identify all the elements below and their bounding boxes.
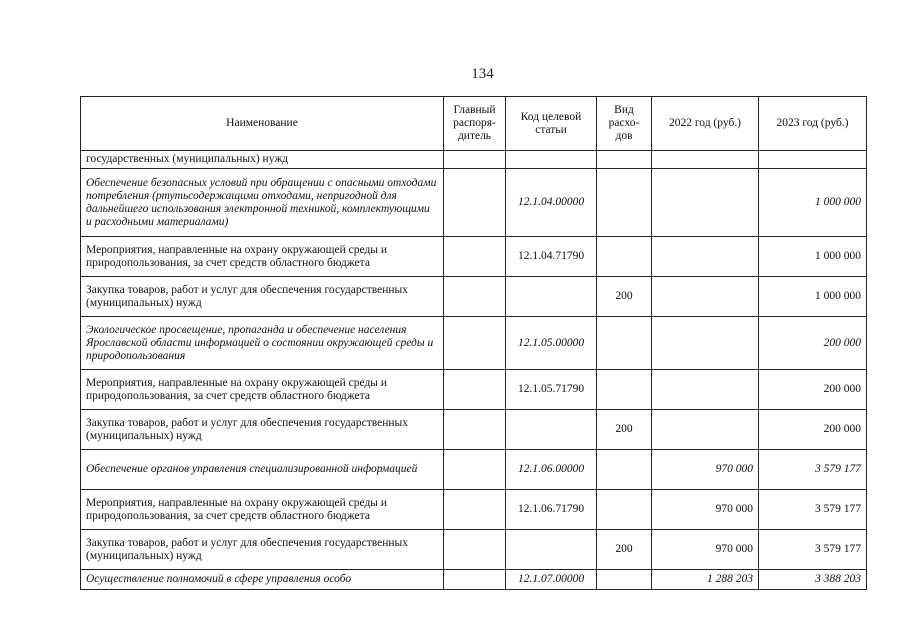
cell-y2022: 970 000 <box>652 490 759 530</box>
cell-admin <box>444 237 506 277</box>
cell-type <box>597 237 652 277</box>
table-row <box>81 237 867 277</box>
cell-type <box>597 169 652 237</box>
cell-admin <box>444 370 506 410</box>
table-row <box>81 317 867 370</box>
cell-y2022 <box>652 151 759 169</box>
cell-y2023: 3 579 177 <box>759 450 867 490</box>
table-row <box>81 570 867 590</box>
cell-admin <box>444 169 506 237</box>
cell-y2023: 1 000 000 <box>759 237 867 277</box>
cell-name: Закупка товаров, работ и услуг для обеспечения государственных (муниципальных) нужд <box>81 277 444 317</box>
cell-admin <box>444 450 506 490</box>
cell-name: Мероприятия, направленные на охрану окружающей среды и природопользования, за счет средств областного бюджета <box>81 490 444 530</box>
cell-y2022 <box>652 317 759 370</box>
header-2022: 2022 год (руб.) <box>652 97 759 151</box>
cell-code: 12.1.05.00000 <box>506 317 597 370</box>
cell-y2022: 1 288 203 <box>652 570 759 590</box>
cell-type: 200 <box>597 410 652 450</box>
table-row <box>81 530 867 570</box>
cell-type <box>597 450 652 490</box>
cell-code <box>506 151 597 169</box>
cell-admin <box>444 530 506 570</box>
cell-admin <box>444 277 506 317</box>
cell-code <box>506 410 597 450</box>
cell-y2023: 200 000 <box>759 370 867 410</box>
cell-code: 12.1.06.00000 <box>506 450 597 490</box>
cell-code: 12.1.05.71790 <box>506 370 597 410</box>
cell-y2023: 3 579 177 <box>759 530 867 570</box>
cell-y2023: 1 000 000 <box>759 277 867 317</box>
cell-y2023: 3 388 203 <box>759 570 867 590</box>
cell-name: Закупка товаров, работ и услуг для обеспечения государственных (муниципальных) нужд <box>81 530 444 570</box>
table-row <box>81 151 867 169</box>
cell-admin <box>444 151 506 169</box>
cell-y2022 <box>652 169 759 237</box>
cell-y2023 <box>759 151 867 169</box>
cell-code <box>506 277 597 317</box>
header-name: Наименование <box>81 97 444 151</box>
cell-y2023: 200 000 <box>759 317 867 370</box>
table-row <box>81 277 867 317</box>
cell-type <box>597 317 652 370</box>
cell-admin <box>444 410 506 450</box>
page-number: 134 <box>471 66 494 82</box>
cell-y2023: 200 000 <box>759 410 867 450</box>
cell-y2022 <box>652 237 759 277</box>
cell-y2023: 1 000 000 <box>759 169 867 237</box>
header-admin: Главный распоря-дитель <box>444 97 506 151</box>
header-2023: 2023 год (руб.) <box>759 97 867 151</box>
cell-name: Закупка товаров, работ и услуг для обеспечения государственных (муниципальных) нужд <box>81 410 444 450</box>
header-code: Код целевой статьи <box>506 97 597 151</box>
cell-code <box>506 530 597 570</box>
table-row <box>81 410 867 450</box>
cell-type <box>597 370 652 410</box>
cell-name: Обеспечение органов управления специализированной информацией <box>81 450 444 490</box>
cell-y2022: 970 000 <box>652 450 759 490</box>
cell-type: 200 <box>597 277 652 317</box>
header-type: Вид расхо-дов <box>597 97 652 151</box>
budget-table <box>80 96 867 590</box>
cell-type <box>597 570 652 590</box>
cell-code: 12.1.04.71790 <box>506 237 597 277</box>
cell-name: Мероприятия, направленные на охрану окружающей среды и природопользования, за счет средств областного бюджета <box>81 370 444 410</box>
table-row <box>81 450 867 490</box>
cell-y2022 <box>652 410 759 450</box>
table-row <box>81 169 867 237</box>
header-row <box>81 97 867 151</box>
cell-type <box>597 490 652 530</box>
cell-y2022 <box>652 277 759 317</box>
cell-type: 200 <box>597 530 652 570</box>
cell-y2022 <box>652 370 759 410</box>
cell-admin <box>444 490 506 530</box>
cell-code: 12.1.06.71790 <box>506 490 597 530</box>
cell-name: Обеспечение безопасных условий при обращении с опасными отходами потребления (ртутьсодержащими отходами, непригодной для дальнейшего использования электронной техникой, комплектующими и расходными материалами) <box>81 169 444 237</box>
cell-name: Экологическое просвещение, пропаганда и обеспечение населения Ярославской области информацией о состоянии окружающей среды и природопользования <box>81 317 444 370</box>
cell-y2023: 3 579 177 <box>759 490 867 530</box>
cell-code: 12.1.07.00000 <box>506 570 597 590</box>
cell-type <box>597 151 652 169</box>
table-row <box>81 370 867 410</box>
table-body <box>81 151 867 590</box>
cell-code: 12.1.04.00000 <box>506 169 597 237</box>
cell-admin <box>444 570 506 590</box>
cell-name: Мероприятия, направленные на охрану окружающей среды и природопользования, за счет средств областного бюджета <box>81 237 444 277</box>
cell-name: государственных (муниципальных) нужд <box>81 151 444 169</box>
cell-admin <box>444 317 506 370</box>
cell-y2022: 970 000 <box>652 530 759 570</box>
cell-name: Осуществление полномочий в сфере управления особо <box>81 570 444 590</box>
table-row <box>81 490 867 530</box>
